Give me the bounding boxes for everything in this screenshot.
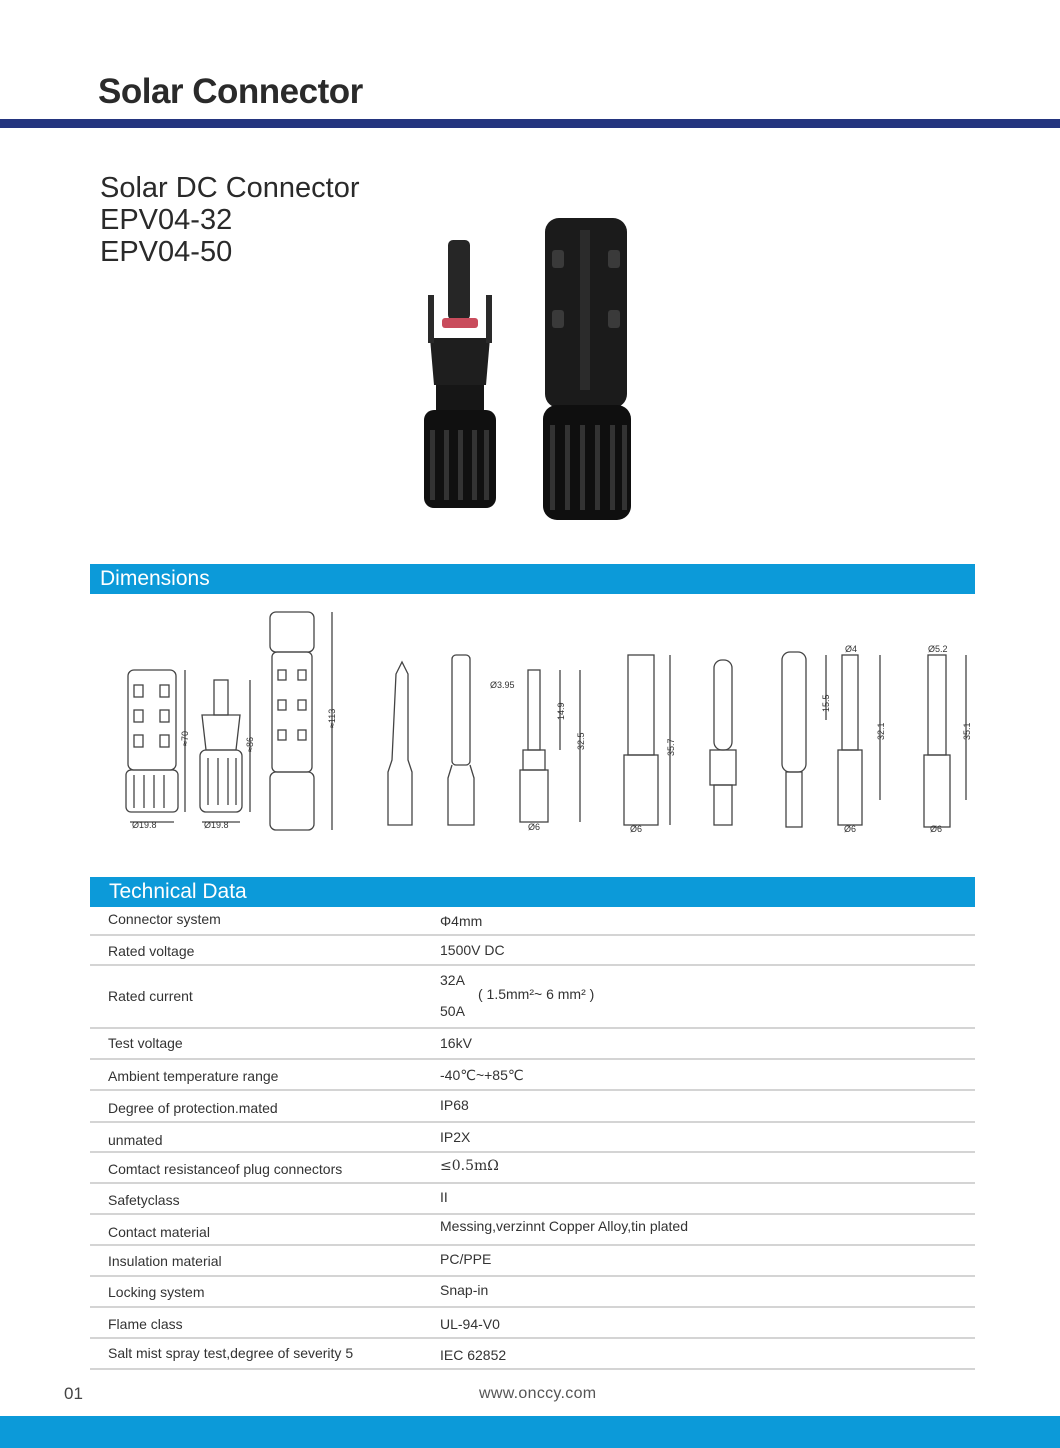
table-row xyxy=(90,936,975,966)
table-row xyxy=(90,1060,975,1091)
dim-label: 35.1 xyxy=(962,722,972,740)
spec-label: Salt mist spray test,degree of severity 5 xyxy=(108,1345,354,1361)
female-connector-illustration xyxy=(543,218,631,520)
dim-label: Ø19.8 xyxy=(204,820,229,830)
drawing-mated-connectors xyxy=(270,612,332,830)
dimension-drawings xyxy=(90,600,975,845)
spec-value: ≤0.5mΩ xyxy=(440,1158,499,1174)
spec-value: IP68 xyxy=(440,1097,469,1113)
spec-label: Test voltage xyxy=(108,1035,183,1051)
drawing-socket-dimensioned xyxy=(624,655,670,825)
spec-value: IEC 62852 xyxy=(440,1347,507,1363)
table-row xyxy=(90,1277,975,1308)
table-row xyxy=(90,1123,975,1153)
spec-value: UL-94-V0 xyxy=(440,1316,500,1332)
drawing-crimp-pin xyxy=(388,662,412,825)
dim-label: ≈86 xyxy=(245,737,255,752)
dim-label: ≈70 xyxy=(180,731,190,746)
model-epv04-50: EPV04-50 xyxy=(100,236,233,268)
drawing-socket-5mm xyxy=(924,655,966,827)
spec-value: 1500V DC xyxy=(440,942,505,958)
product-name: Solar DC Connector xyxy=(100,172,360,204)
table-row xyxy=(90,1184,975,1215)
spec-label: Locking system xyxy=(108,1284,205,1300)
dim-label: 32.5 xyxy=(576,732,586,750)
dim-label: Ø6 xyxy=(630,824,643,834)
spec-value: 50A xyxy=(440,1003,465,1019)
spec-value: Messing,verzinnt Copper Alloy,tin plated xyxy=(440,1218,688,1234)
table-row xyxy=(90,1339,975,1370)
dim-label: ≈113 xyxy=(327,708,337,728)
dim-label: Ø5.2 xyxy=(928,644,948,654)
dim-label: 14.9 xyxy=(556,702,566,720)
footer-url: www.onccy.com xyxy=(479,1385,597,1402)
dim-label: Ø6 xyxy=(930,824,943,834)
spec-label: Rated voltage xyxy=(108,943,195,959)
drawing-pin-4mm xyxy=(826,655,880,825)
table-row xyxy=(90,1215,975,1246)
drawing-male-connector xyxy=(200,680,250,822)
dim-label: 15.5 xyxy=(821,694,831,712)
spec-value: PC/PPE xyxy=(440,1251,492,1267)
dimensions-header: Dimensions xyxy=(90,564,975,594)
spec-label: Ambient temperature range xyxy=(108,1068,279,1084)
spec-label: Rated current xyxy=(108,988,193,1004)
spec-label: Connector system xyxy=(108,911,221,927)
spec-value: Φ4mm xyxy=(440,913,483,929)
drawing-turned-pin xyxy=(710,660,736,825)
spec-label: unmated xyxy=(108,1132,163,1148)
dim-label: Ø6 xyxy=(528,822,541,832)
spec-value: IP2X xyxy=(440,1129,471,1145)
drawing-crimp-socket xyxy=(448,655,474,825)
technical-data-header: Technical Data xyxy=(90,877,975,907)
spec-value: 16kV xyxy=(440,1035,472,1051)
spec-label: Insulation material xyxy=(108,1253,222,1269)
page-number: 01 xyxy=(64,1384,83,1403)
spec-value: 32A xyxy=(440,972,465,988)
spec-value-note: ( 1.5mm²~ 6 mm² ) xyxy=(478,986,595,1002)
table-row xyxy=(90,1246,975,1277)
table-row xyxy=(90,1153,975,1184)
dim-label: Ø19.8 xyxy=(132,820,157,830)
spec-value: II xyxy=(440,1189,448,1205)
spec-label: Contact material xyxy=(108,1224,210,1240)
product-title-block xyxy=(100,172,360,268)
table-row xyxy=(90,966,975,1029)
footer-bar xyxy=(0,1416,1060,1448)
male-connector-illustration xyxy=(424,240,496,508)
page-title: Solar Connector xyxy=(98,72,363,111)
dim-label: Ø4 xyxy=(845,644,858,654)
spec-value: Snap-in xyxy=(440,1282,489,1298)
technical-data-table xyxy=(90,907,975,1370)
dim-label: 32.1 xyxy=(876,722,886,740)
table-row xyxy=(90,1308,975,1339)
title-rule xyxy=(0,119,1060,128)
dim-label: Ø6 xyxy=(844,824,857,834)
dim-label: Ø3.95 xyxy=(490,680,515,690)
spec-label: Degree of protection.mated xyxy=(108,1100,278,1116)
dim-label: 35.7 xyxy=(666,738,676,756)
spec-label: Flame class xyxy=(108,1316,183,1332)
drawing-pin-dimensioned xyxy=(520,670,580,822)
connector-photo xyxy=(400,210,660,530)
drawing-turned-socket xyxy=(782,652,806,827)
table-row xyxy=(90,1091,975,1123)
spec-label: Comtact resistanceof plug connectors xyxy=(108,1161,343,1177)
drawing-female-connector xyxy=(126,670,185,822)
table-row xyxy=(90,1029,975,1060)
model-epv04-32: EPV04-32 xyxy=(100,204,233,236)
table-row xyxy=(90,907,975,936)
spec-value: -40℃~+85℃ xyxy=(440,1067,524,1083)
spec-label: Safetyclass xyxy=(108,1192,180,1208)
